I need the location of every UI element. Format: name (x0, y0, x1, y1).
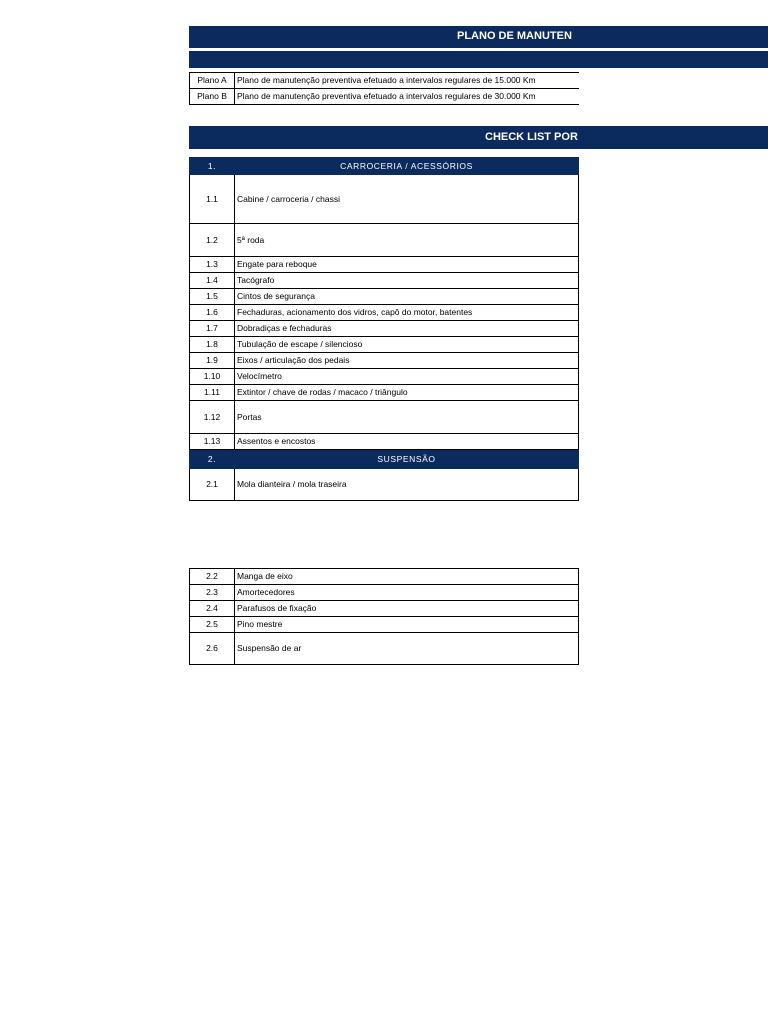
item-number: 1.13 (190, 434, 235, 450)
checklist-band (189, 126, 768, 149)
table-row (190, 401, 579, 434)
section-number: 1. (190, 158, 235, 175)
item-description: Tacógrafo (235, 273, 579, 289)
item-description: Assentos e encostos (235, 434, 579, 450)
item-number: 2.2 (190, 569, 235, 585)
item-number: 1.5 (190, 289, 235, 305)
plan-row (190, 89, 580, 105)
plan-description: Plano de manutenção preventiva efetuado a intervalos regulares de 15.000 Km (235, 73, 580, 89)
item-number: 1.8 (190, 337, 235, 353)
title-band (189, 26, 768, 48)
item-description: Engate para reboque (235, 257, 579, 273)
item-number: 1.2 (190, 224, 235, 257)
table-row (190, 273, 579, 289)
checklist-table (189, 157, 579, 501)
plan-code: Plano B (190, 89, 235, 105)
item-number: 1.12 (190, 401, 235, 434)
item-description: 5ª roda (235, 224, 579, 257)
table-row (190, 353, 579, 369)
table-row (190, 337, 579, 353)
item-number: 1.3 (190, 257, 235, 273)
item-description: Eixos / articulação dos pedais (235, 353, 579, 369)
checklist-title: CHECK LIST POR (485, 131, 578, 143)
item-number: 2.1 (190, 469, 235, 501)
item-description: Pino mestre (235, 617, 579, 633)
table-row (190, 175, 579, 224)
table-row (190, 434, 579, 450)
section-title: CARROCERIA / ACESSÓRIOS (235, 158, 579, 175)
item-description: Mola dianteira / mola traseira (235, 469, 579, 501)
plan-description: Plano de manutenção preventiva efetuado a intervalos regulares de 30.000 Km (235, 89, 580, 105)
item-description: Tubulação de escape / silencioso (235, 337, 579, 353)
item-description: Cintos de segurança (235, 289, 579, 305)
table-row (190, 305, 579, 321)
section-header-row (190, 450, 579, 469)
table-row (190, 585, 579, 601)
item-description: Manga de eixo (235, 569, 579, 585)
item-description: Suspensão de ar (235, 633, 579, 665)
table-row (190, 569, 579, 585)
item-description: Amortecedores (235, 585, 579, 601)
item-number: 1.4 (190, 273, 235, 289)
item-number: 1.7 (190, 321, 235, 337)
table-row (190, 633, 579, 665)
item-number: 1.6 (190, 305, 235, 321)
plan-code: Plano A (190, 73, 235, 89)
page-title: PLANO DE MANUTEN (457, 30, 572, 42)
item-number: 1.10 (190, 369, 235, 385)
table-row (190, 321, 579, 337)
item-number: 2.3 (190, 585, 235, 601)
item-description: Cabine / carroceria / chassi (235, 175, 579, 224)
item-description: Portas (235, 401, 579, 434)
subtitle-band (189, 51, 768, 68)
table-row (190, 224, 579, 257)
item-number: 2.6 (190, 633, 235, 665)
item-number: 2.5 (190, 617, 235, 633)
table-row (190, 617, 579, 633)
table-row (190, 289, 579, 305)
item-number: 1.1 (190, 175, 235, 224)
item-description: Extintor / chave de rodas / macaco / triângulo (235, 385, 579, 401)
table-row (190, 469, 579, 501)
table-row (190, 369, 579, 385)
item-number: 2.4 (190, 601, 235, 617)
section-number: 2. (190, 450, 235, 469)
table-row (190, 601, 579, 617)
plans-table (189, 72, 579, 105)
table-row (190, 257, 579, 273)
checklist-table-continued (189, 568, 579, 665)
item-number: 1.9 (190, 353, 235, 369)
section-header-row (190, 158, 579, 175)
item-description: Velocímetro (235, 369, 579, 385)
table-row (190, 385, 579, 401)
plan-row (190, 73, 580, 89)
item-description: Dobradiças e fechaduras (235, 321, 579, 337)
item-description: Parafusos de fixação (235, 601, 579, 617)
item-description: Fechaduras, acionamento dos vidros, capô do motor, batentes (235, 305, 579, 321)
section-title: SUSPENSÃO (235, 450, 579, 469)
item-number: 1.11 (190, 385, 235, 401)
